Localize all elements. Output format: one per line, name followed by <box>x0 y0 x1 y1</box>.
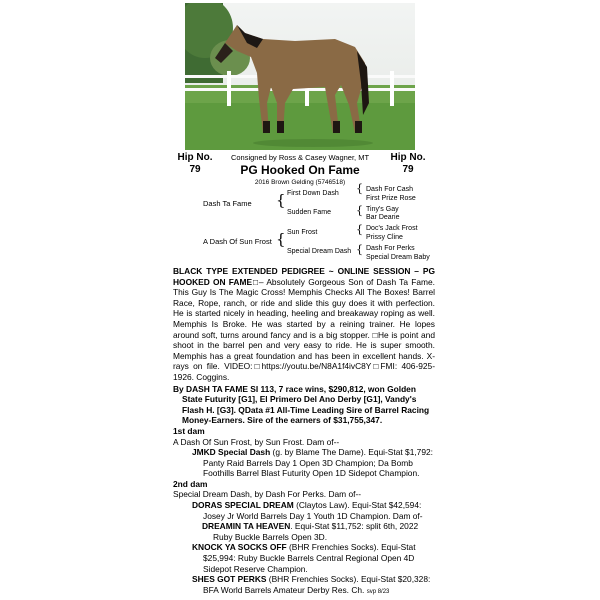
hip-number: 79 <box>189 164 201 175</box>
produce-text: (BHR Frenchies Socks). Equi-Stat $20,328: BFA World Barrels Amateur Derby Res. Ch. <box>203 574 431 595</box>
horse-photo-illustration <box>185 3 415 150</box>
produce-text: (BHR Frenchies Socks). Equi-Stat $25,994: Ruby Buckle Barrels Central Regional Open 4D Sidepot Reserve Champion. <box>203 542 416 574</box>
pedigree-sire-dam: Sudden Fame <box>287 209 331 216</box>
second-dam-heading: 2nd dam <box>173 478 208 489</box>
pedigree-sire-dam-sire: Tiny's Gay <box>366 206 399 213</box>
pedigree-sire-dam-dam: Bar Dearie <box>366 214 400 221</box>
produce-text: (Claytos Law). Equi-Stat $42,594: Josey Jr World Barrels Day 1 Youth 1D Champion. Dam of- <box>203 500 423 521</box>
pedigree-dam-sire-sire: Doc's Jack Frost <box>366 225 418 232</box>
first-dam-line: A Dash Of Sun Frost, by Sun Frost. Dam of-- <box>173 436 340 447</box>
description-heading: BLACK TYPE EXTENDED PEDIGREE ~ ONLINE SESSION – PG HOOKED ON FAME <box>173 266 435 287</box>
pedigree-dam-sire: Sun Frost <box>287 229 318 236</box>
pedigree-sire-sire-dam: First Prize Rose <box>366 195 416 202</box>
produce-name: JMKD Special Dash <box>192 447 271 458</box>
pedigree-dam: A Dash Of Sun Frost <box>203 237 272 246</box>
pedigree-brace: { <box>356 223 363 236</box>
hip-label: Hip No. <box>390 152 426 163</box>
pedigree-brace: { <box>276 191 286 209</box>
horse-name: PG Hooked On Fame <box>240 163 360 177</box>
description-text: – Absolutely Gorgeous Son of Dash Ta Fame. This Guy Is The Magic Cross! Memphis Checks All The Boxes! Barrel Race, Rope, ranch, or ride and slide this guy does it with perfection. He is started nicely in heading, heeling and breakaway roping as well. Memphis Is Broke. He was started by a reining trainer. He lopes around soft, turns around fancy and is a big stopper. □He is point and shoot in the barrel pen and very easy to ride. He is super smooth. Memphis has a great foundation and has been in excellent hands. X-rays on file. VIDEO:□https://youtu.be/N8A1f4ivC8Y□FMI: 406-925-1926. Coggins. <box>173 276 435 382</box>
produce-name: DORAS SPECIAL DREAM <box>192 500 294 511</box>
revision-code: svp 8/23 <box>366 588 390 595</box>
pedigree-dam-sire-dam: Prissy Cline <box>366 234 403 241</box>
produce-item <box>173 542 435 574</box>
produce-item <box>173 574 435 597</box>
pedigree-brace: { <box>356 182 363 195</box>
horse-photo <box>185 3 415 150</box>
first-dam-heading: 1st dam <box>173 425 205 436</box>
produce-name: KNOCK YA SOCKS OFF <box>192 542 287 553</box>
description <box>173 266 435 383</box>
foal-info: 2016 Brown Gelding (5746518) <box>254 179 346 186</box>
produce-item <box>173 447 435 479</box>
produce-text: (g. by Blame The Dame). Equi-Stat $1,792: Panty Raid Barrels Day 1 Open 3D Champion; Da Bomb Foothills Barrel Blast Futurity Open 1D Sidepot Champion. <box>203 447 433 479</box>
hip-label: Hip No. <box>177 152 213 163</box>
pedigree-brace: { <box>356 204 363 217</box>
pedigree-brace: { <box>356 243 363 256</box>
produce-item <box>173 521 435 542</box>
consignor: Consigned by Ross & Casey Wagner, MT <box>230 153 370 162</box>
pedigree-sire: Dash Ta Fame <box>203 199 252 208</box>
pedigree-sire-sire-sire: Dash For Cash <box>366 186 414 193</box>
hip-number: 79 <box>402 164 414 175</box>
pedigree-sire-sire: First Down Dash <box>287 190 339 197</box>
produce-name: SHES GOT PERKS <box>192 574 267 585</box>
glyph-placeholder: □ <box>252 276 259 287</box>
produce-name: DREAMIN TA HEAVEN <box>202 521 291 532</box>
produce-text: . Equi-Stat $11,752: split 6th, 2022 Ruby Buckle Barrels Open 3D. <box>213 521 419 542</box>
pedigree-dam-dam-sire: Dash For Perks <box>366 245 415 252</box>
pedigree-dam-dam-dam: Special Dream Baby <box>366 254 430 261</box>
catalog-text <box>173 266 435 597</box>
pedigree-brace: { <box>276 230 286 248</box>
produce-item <box>173 500 435 521</box>
second-dam-line: Special Dream Dash, by Dash For Perks. Dam of-- <box>173 489 362 500</box>
pedigree-dam-dam: Special Dream Dash <box>287 248 352 255</box>
sire-record: By DASH TA FAME SI 113, 7 race wins, $290,812, won Golden State Futurity [G1], El Primero Del Ano Derby [G1], Vandy's Flash H. [G3]. QData #1 All-Time Leading Sire of Barrel Racing Money-Earners. Sire of the earners of $31,755,347. <box>173 383 430 426</box>
